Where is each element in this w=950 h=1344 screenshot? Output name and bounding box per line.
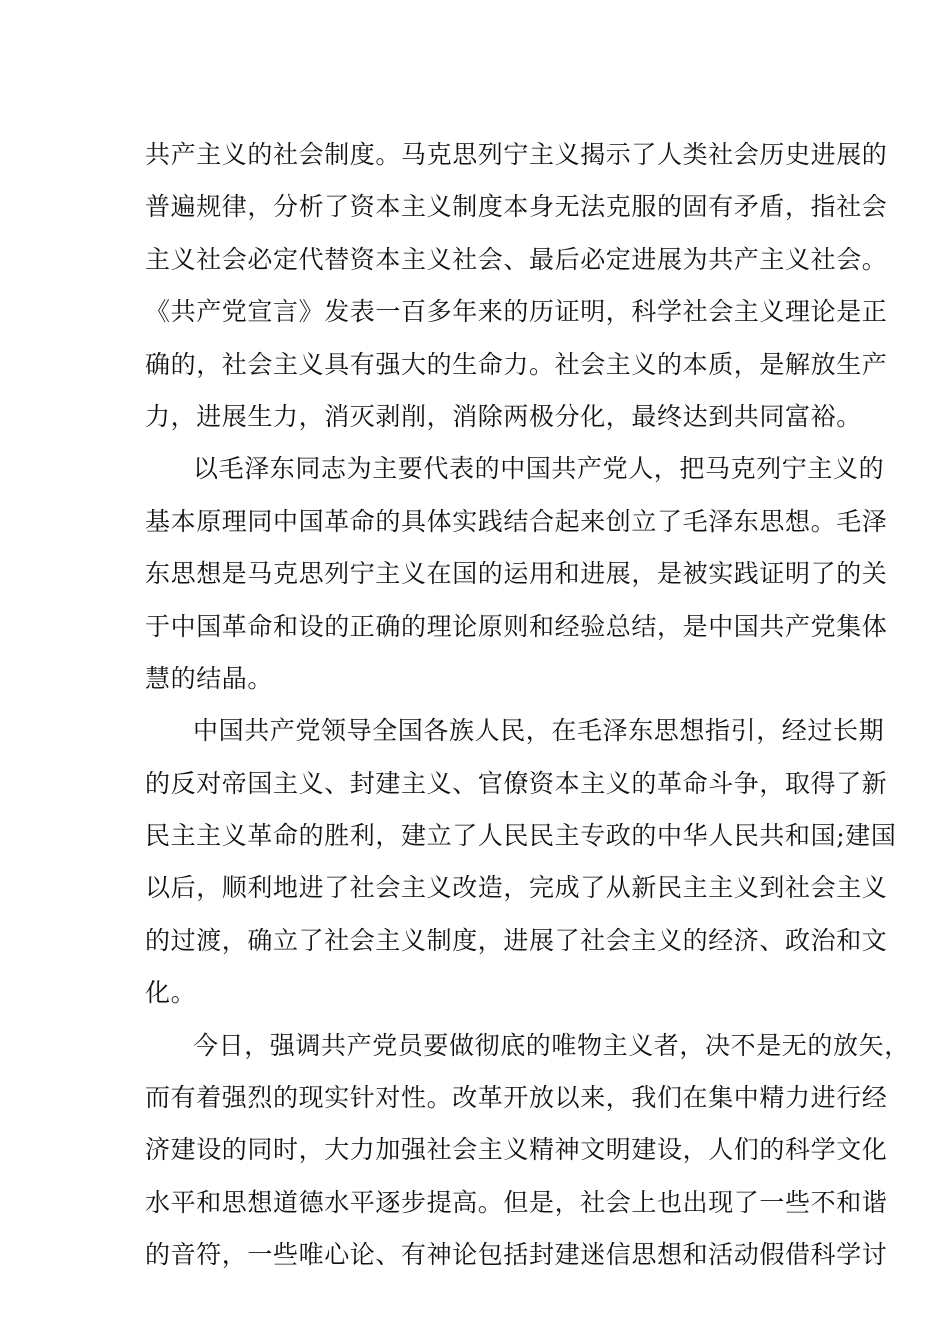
text-line: 水平和思想道德水平逐步提高。但是，社会上也出现了一些不和谐 xyxy=(145,1187,888,1217)
paragraph-first-line: 今日，强调共产党员要做彻底的唯物主义者，决不是无的放矢， xyxy=(193,1030,910,1060)
text-line: 东思想是马克思列宁主义在国的运用和进展，是被实践证明了的关 xyxy=(145,559,888,589)
text-line: 的过渡，确立了社会主义制度，进展了社会主义的经济、政治和文 xyxy=(145,925,888,955)
paragraph-first-line: 以毛泽东同志为主要代表的中国共产党人，把马克列宁主义的 xyxy=(193,454,885,484)
text-line: 普遍规律，分析了资本主义制度本身无法克服的固有矛盾，指社会 xyxy=(145,192,888,222)
document-body xyxy=(145,129,910,1282)
text-line: 的音符，一些唯心论、有神论包括封建迷信思想和活动假借科学讨 xyxy=(145,1240,888,1270)
paragraph-first-line: 中国共产党领导全国各族人民，在毛泽东思想指引，经过长期 xyxy=(193,716,885,746)
text-line: 《共产党宣言》发表一百多年来的历证明，科学社会主义理论是正 xyxy=(145,297,888,327)
text-line: 基本原理同中国革命的具体实践结合起来创立了毛泽东思想。毛泽 xyxy=(145,506,888,536)
text-line: 济建设的同时，大力加强社会主义精神文明建设，人们的科学文化 xyxy=(145,1135,888,1165)
text-line: 而有着强烈的现实针对性。改革开放以来，我们在集中精力进行经 xyxy=(145,1083,888,1113)
text-line: 力，进展生力，消灭剥削，消除两极分化，最终达到共同富裕。 xyxy=(145,401,862,431)
text-line: 于中国革命和设的正确的理论原则和经验总结，是中国共产党集体 xyxy=(145,611,888,641)
text-line: 化。 xyxy=(145,978,197,1008)
text-line: 确的，社会主义具有强大的生命力。社会主义的本质，是解放生产 xyxy=(145,349,888,379)
text-line: 民主主义革命的胜利，建立了人民民主专政的中华人民共和国;建国 xyxy=(145,821,897,851)
text-line: 的反对帝国主义、封建主义、官僚资本主义的革命斗争，取得了新 xyxy=(145,768,888,798)
text-line: 共产主义的社会制度。马克思列宁主义揭示了人类社会历史进展的 xyxy=(145,140,888,169)
text-line: 以后，顺利地进了社会主义改造，完成了从新民主主义到社会主义 xyxy=(145,873,888,903)
text-line: 主义社会必定代替资本主义社会、最后必定进展为共产主义社会。 xyxy=(145,244,888,274)
text-line: 慧的结晶。 xyxy=(145,663,274,693)
